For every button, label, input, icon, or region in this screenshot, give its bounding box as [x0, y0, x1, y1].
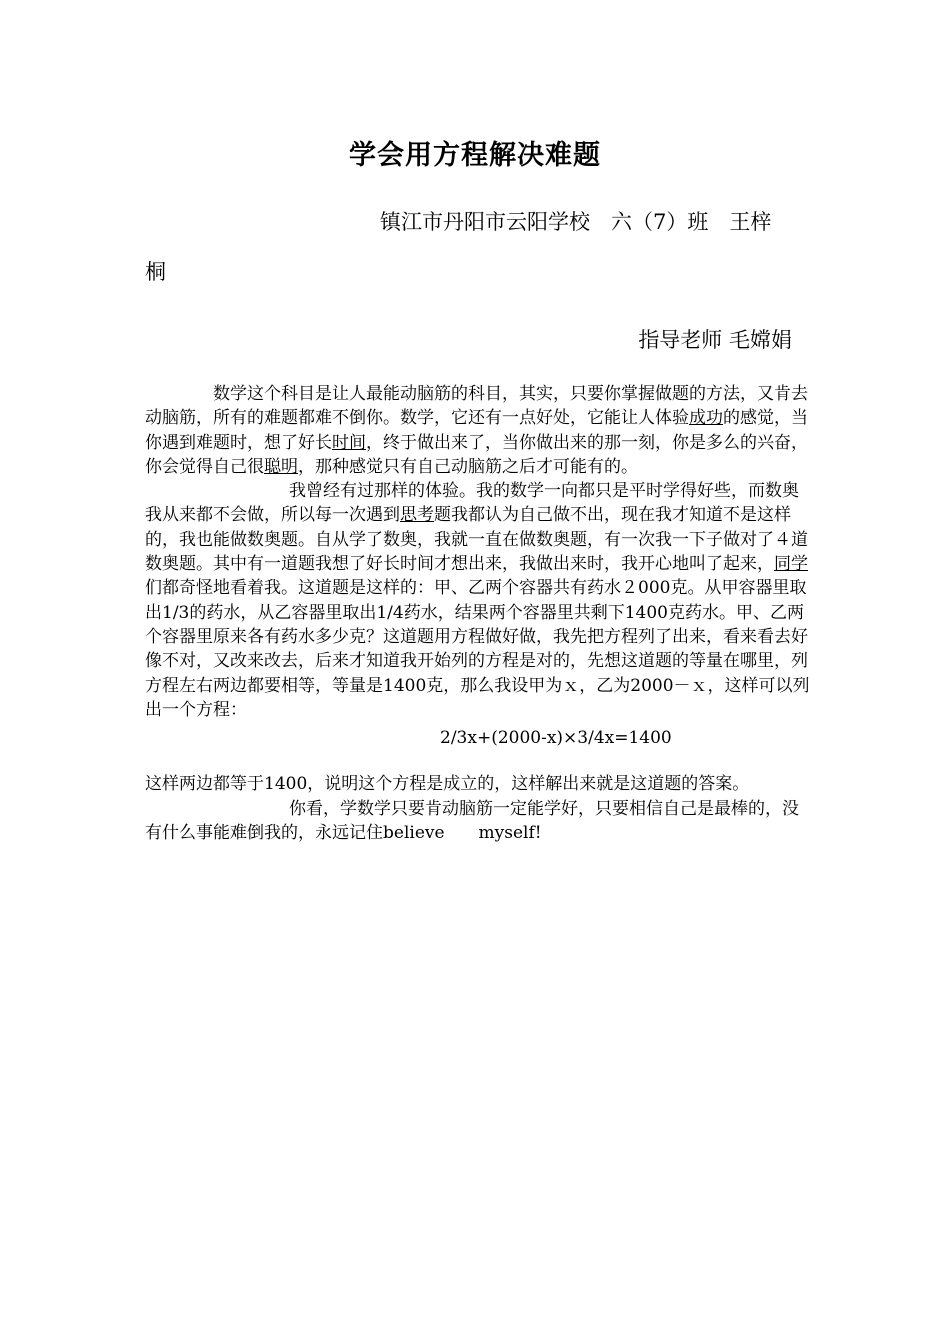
- hyperlink-smart[interactable]: 聪明: [264, 456, 298, 477]
- paragraph-2: [145, 479, 810, 722]
- paragraph-1-text-b: 的感觉，当你遇到难题时，想了好长: [145, 408, 808, 453]
- paragraph-1-text-c: ，终于做出来了，当你做出来的那一刻，你是多么的兴奋，你会觉得自己很: [145, 432, 808, 477]
- document-title: 学会用方程解决难题: [349, 140, 601, 171]
- paragraph-3: 这样两边都等于1400，说明这个方程是成立的，这样解出来就是这道题的答案。: [145, 774, 750, 795]
- equation: 2/3x+(2000-x)×3/4x=1400: [440, 728, 672, 749]
- paragraph-1-text-a: 数学这个科目是让人最能动脑筋的科目，其实，只要你掌握做题的方法，又肯去动脑筋，所有的难题都难不倒你。数学，它还有一点好处，它能让人体验: [145, 384, 808, 429]
- paragraph-2-text-a: 我曾经有过那样的体验。我的数学一向都只是平时学得好些，而数奥我从来都不会做，所以每一次遇到: [145, 481, 799, 526]
- author-line-continued: 桐: [145, 260, 166, 284]
- advisor-line: 指导老师 毛嫦娟: [638, 328, 792, 352]
- hyperlink-success[interactable]: 成功: [689, 408, 723, 429]
- article-body: [145, 382, 810, 845]
- paragraph-1: [145, 382, 810, 479]
- author-line: 镇江市丹阳市云阳学校 六（7）班 王梓: [380, 210, 772, 234]
- hyperlink-thinking[interactable]: 思考: [400, 505, 434, 526]
- hyperlink-classmates[interactable]: 同学: [774, 554, 808, 575]
- paragraph-4: 你看，学数学只要肯动脑筋一定能学好，只要相信自己是最棒的，没有什么事能难倒我的，永远记住believe myself!: [145, 798, 799, 844]
- paragraph-2-text-c: 们都奇怪地看着我。这道题是这样的：甲、乙两个容器共有药水２000克。从甲容器里取出1/3的药水，从乙容器里取出1/4药水，结果两个容器里共剩下1400克药水。甲、乙两个容器里原来各有药水多少克？这道题用方程做好做，我先把方程列了出来，看来看去好像不对，又改来改去，后来才知道我开始列的方程是对的，先想这道题的等量在哪里，列方程左右两边都要相等，等量是1400克，那么我设甲为ｘ，乙为2000－ｘ，这样可以列出一个方程：: [145, 578, 810, 720]
- paragraph-2-text-b: 题我都认为自己做不出，现在我才知道不是这样的，我也能做数奥题。自从学了数奥，我就一直在做数奥题，有一次我一下子做对了４道数奥题。其中有一道题我想了好长时间才想出来，我做出来时，我开心地叫了起来，: [145, 505, 808, 575]
- paragraph-1-text-d: ，那种感觉只有自己动脑筋之后才可能有的。: [298, 456, 638, 477]
- hyperlink-time[interactable]: 时间: [332, 432, 366, 453]
